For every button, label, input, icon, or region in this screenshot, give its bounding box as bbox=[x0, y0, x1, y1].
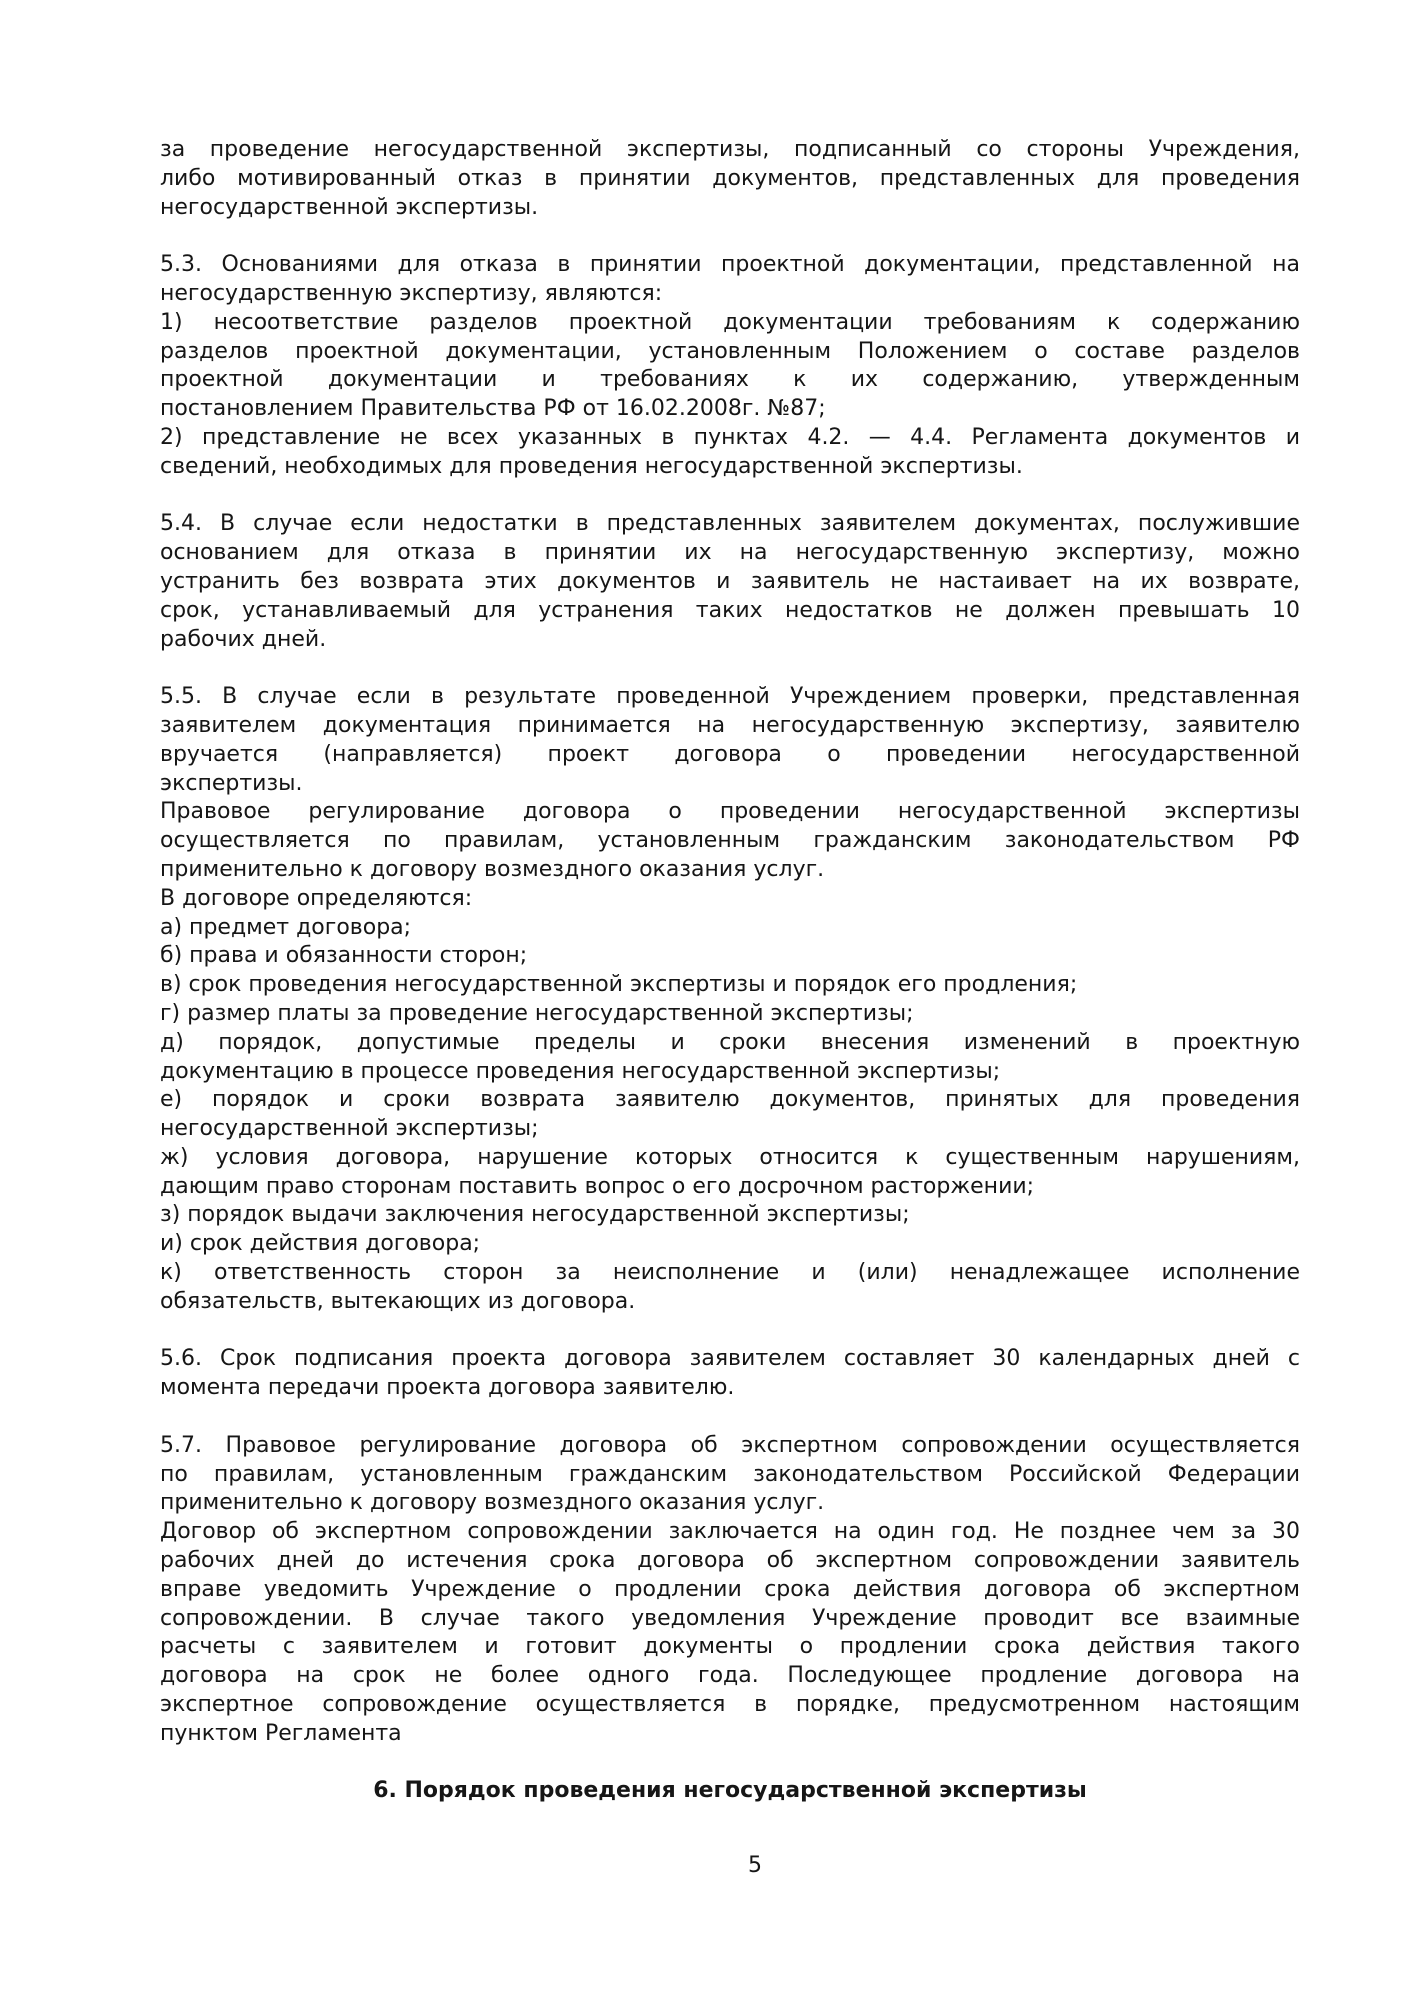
text-line: 5.5. В случае если в результате проведенной Учреждением проверки, представленная bbox=[160, 684, 1300, 710]
contract-term-zh bbox=[160, 1144, 1300, 1202]
page-number: 5 bbox=[748, 1853, 762, 1878]
text-line: проектной документации и требованиях к их содержанию, утвержденным bbox=[160, 367, 1300, 393]
text-line: 6. Порядок проведения негосударственной экспертизы bbox=[373, 1778, 1087, 1804]
paragraph-continuation bbox=[160, 136, 1300, 222]
text-line: В договоре определяются: bbox=[160, 885, 473, 911]
document-body bbox=[160, 136, 1300, 1806]
clause-5-7-contract-duration bbox=[160, 1518, 1300, 1748]
text-line: расчеты с заявителем и готовит документы о продлении срока действия такого bbox=[160, 1634, 1300, 1660]
blank-line bbox=[160, 1749, 1300, 1778]
text-line: применительно к договору возмездного оказания услуг. bbox=[160, 856, 825, 882]
text-line: 5.3. Основаниями для отказа в принятии проектной документации, представленной на bbox=[160, 252, 1300, 278]
text-line: д) порядок, допустимые пределы и сроки внесения изменений в проектную bbox=[160, 1029, 1300, 1055]
text-line: момента передачи проекта договора заявителю. bbox=[160, 1375, 735, 1401]
text-line: 5.6. Срок подписания проекта договора заявителем составляет 30 календарных дней с bbox=[160, 1346, 1300, 1372]
contract-term-a bbox=[160, 914, 1300, 943]
text-line: договора на срок не более одного года. Последующее продление договора на bbox=[160, 1663, 1300, 1689]
text-line: Правовое регулирование договора о проведении негосударственной экспертизы bbox=[160, 799, 1300, 825]
text-line: заявителем документация принимается на негосударственную экспертизу, заявителю bbox=[160, 712, 1300, 738]
contract-term-b bbox=[160, 942, 1300, 971]
text-line: экспертное сопровождение осуществляется в порядке, предусмотренном настоящим bbox=[160, 1692, 1300, 1718]
text-line: экспертизы. bbox=[160, 770, 303, 796]
text-line: постановлением Правительства РФ от 16.02.2008г. №87; bbox=[160, 396, 826, 422]
text-line: негосударственную экспертизу, являются: bbox=[160, 280, 663, 306]
clause-5-3-item-2 bbox=[160, 424, 1300, 482]
text-line: дающим право сторонам поставить вопрос о его досрочном расторжении; bbox=[160, 1173, 1035, 1199]
contract-term-v bbox=[160, 971, 1300, 1000]
text-line: вправе уведомить Учреждение о продлении срока действия договора об экспертном bbox=[160, 1576, 1300, 1602]
text-line: применительно к договору возмездного оказания услуг. bbox=[160, 1490, 825, 1516]
text-line: сведений, необходимых для проведения негосударственной экспертизы. bbox=[160, 453, 1023, 479]
text-line: срок, устанавливаемый для устранения таких недостатков не должен превышать 10 bbox=[160, 597, 1300, 623]
text-line: устранить без возврата этих документов и заявитель не настаивает на их возврате, bbox=[160, 568, 1300, 594]
text-line: рабочих дней. bbox=[160, 626, 327, 652]
contract-term-e bbox=[160, 1086, 1300, 1144]
text-line: е) порядок и сроки возврата заявителю документов, принятых для проведения bbox=[160, 1087, 1300, 1113]
contract-term-k bbox=[160, 1259, 1300, 1317]
clause-5-4 bbox=[160, 510, 1300, 654]
blank-line bbox=[160, 1317, 1300, 1346]
clause-5-5-legal-regulation bbox=[160, 798, 1300, 884]
text-line: основанием для отказа в принятии их на негосударственную экспертизу, можно bbox=[160, 540, 1300, 566]
text-line: 5.7. Правовое регулирование договора об экспертном сопровождении осуществляется bbox=[160, 1432, 1300, 1458]
text-line: к) ответственность сторон за неисполнение и (или) ненадлежащее исполнение bbox=[160, 1260, 1300, 1286]
blank-line bbox=[160, 222, 1300, 251]
text-line: осуществляется по правилам, установленным гражданским законодательством РФ bbox=[160, 828, 1300, 854]
text-line: и) срок действия договора; bbox=[160, 1231, 481, 1257]
contract-term-i bbox=[160, 1230, 1300, 1259]
text-line: обязательств, вытекающих из договора. bbox=[160, 1288, 636, 1314]
text-line: по правилам, установленным гражданским законодательством Российской Федерации bbox=[160, 1461, 1300, 1487]
contract-terms-intro bbox=[160, 885, 1300, 914]
text-line: г) размер платы за проведение негосударственной экспертизы; bbox=[160, 1000, 914, 1026]
text-line: документацию в процессе проведения негосударственной экспертизы; bbox=[160, 1058, 1001, 1084]
blank-line bbox=[160, 654, 1300, 683]
blank-line bbox=[160, 482, 1300, 511]
clause-5-3-item-1 bbox=[160, 309, 1300, 424]
contract-term-g bbox=[160, 1000, 1300, 1029]
text-line: в) срок проведения негосударственной экспертизы и порядок его продления; bbox=[160, 972, 1078, 998]
text-line: негосударственной экспертизы; bbox=[160, 1116, 539, 1142]
text-line: ж) условия договора, нарушение которых относится к существенным нарушениям, bbox=[160, 1144, 1300, 1170]
clause-5-6 bbox=[160, 1345, 1300, 1403]
text-line: б) права и обязанности сторон; bbox=[160, 943, 528, 969]
text-line: либо мотивированный отказ в принятии документов, представленных для проведения bbox=[160, 165, 1300, 191]
text-line: Договор об экспертном сопровождении заключается на один год. Не позднее чем за 30 bbox=[160, 1519, 1300, 1545]
clause-5-7 bbox=[160, 1432, 1300, 1518]
contract-term-z bbox=[160, 1201, 1300, 1230]
contract-term-d bbox=[160, 1029, 1300, 1087]
text-line: негосударственной экспертизы. bbox=[160, 194, 539, 220]
text-line: 5.4. В случае если недостатки в представленных заявителем документах, послужившие bbox=[160, 511, 1300, 537]
blank-line bbox=[160, 1403, 1300, 1432]
text-line: рабочих дней до истечения срока договора об экспертном сопровождении заявитель bbox=[160, 1548, 1300, 1574]
text-line: сопровождении. В случае такого уведомления Учреждение проводит все взаимные bbox=[160, 1605, 1300, 1631]
text-line: а) предмет договора; bbox=[160, 914, 412, 940]
text-line: 2) представление не всех указанных в пунктах 4.2. — 4.4. Регламента документов и bbox=[160, 424, 1300, 450]
text-line: пунктом Регламента bbox=[160, 1720, 402, 1746]
text-line: разделов проектной документации, установленным Положением о составе разделов bbox=[160, 338, 1300, 364]
text-line: з) порядок выдачи заключения негосударственной экспертизы; bbox=[160, 1202, 910, 1228]
clause-5-3 bbox=[160, 251, 1300, 309]
section-6-heading bbox=[160, 1777, 1300, 1806]
text-line: вручается (направляется) проект договора о проведении негосударственной bbox=[160, 741, 1300, 767]
text-line: за проведение негосударственной экспертизы, подписанный со стороны Учреждения, bbox=[160, 137, 1300, 162]
clause-5-5 bbox=[160, 683, 1300, 798]
text-line: 1) несоответствие разделов проектной документации требованиям к содержанию bbox=[160, 309, 1300, 335]
